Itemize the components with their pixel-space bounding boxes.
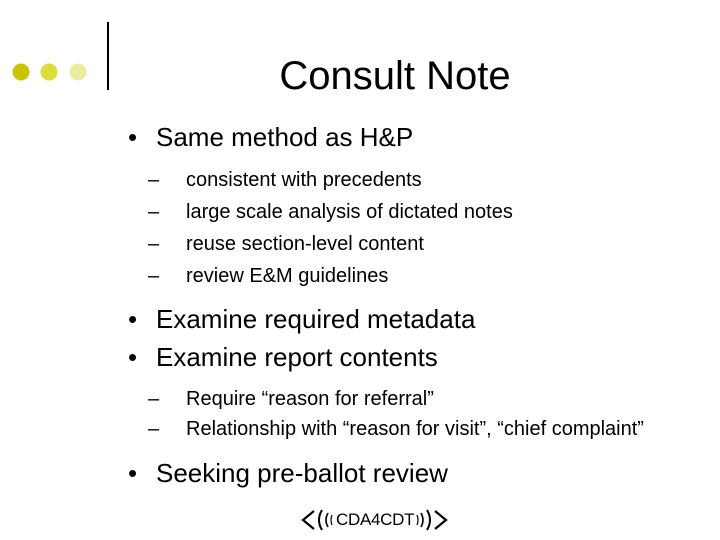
sub-bullet-marker: – bbox=[148, 388, 160, 410]
sub-bullet-text: review E&M guidelines bbox=[186, 265, 389, 287]
sub-bullet-item bbox=[128, 164, 708, 196]
dot-light-icon bbox=[70, 64, 87, 81]
bullet-marker: • bbox=[128, 122, 138, 152]
bullet-marker: • bbox=[128, 304, 138, 334]
dot-dark-icon bbox=[13, 64, 30, 81]
sub-bullet-item bbox=[128, 260, 708, 292]
bullet-text: Examine report contents bbox=[156, 342, 438, 372]
sub-bullet-item bbox=[128, 416, 686, 442]
bullet-item bbox=[128, 302, 708, 336]
sub-bullet-marker: – bbox=[148, 265, 160, 287]
bullet-item bbox=[128, 456, 708, 490]
logo-text: CDA4CDT bbox=[336, 510, 415, 529]
decorative-dots-graphic bbox=[0, 0, 130, 110]
bullet-item bbox=[128, 340, 708, 374]
sub-bullet-item bbox=[128, 228, 708, 260]
slide-title: Consult Note bbox=[279, 54, 511, 98]
sub-bullet-text: Require “reason for referral” bbox=[186, 388, 434, 410]
sub-bullet-marker: – bbox=[148, 201, 160, 223]
sub-bullet-marker: – bbox=[148, 169, 160, 191]
sub-bullet-text: reuse section-level content bbox=[186, 233, 424, 255]
sub-bullet-item bbox=[128, 196, 708, 228]
vertical-rule bbox=[107, 22, 109, 90]
bullet-item bbox=[128, 120, 708, 154]
bullet-text: Same method as H&P bbox=[156, 122, 414, 152]
bullet-text: Seeking pre-ballot review bbox=[156, 458, 448, 488]
sub-bullet-text: Relationship with “reason for visit”, “chief complaint” bbox=[186, 418, 644, 440]
dot-mid-icon bbox=[41, 64, 58, 81]
bullet-text: Examine required metadata bbox=[156, 304, 476, 334]
sub-bullet-marker: – bbox=[148, 418, 160, 440]
bullet-marker: • bbox=[128, 458, 138, 488]
sub-bullet-marker: – bbox=[148, 233, 160, 255]
sub-bullet-text: large scale analysis of dictated notes bbox=[186, 201, 513, 223]
cda4cdt-logo bbox=[300, 506, 450, 534]
sub-bullet-item bbox=[128, 386, 708, 412]
sub-bullet-text: consistent with precedents bbox=[186, 169, 422, 191]
bullet-marker: • bbox=[128, 342, 138, 372]
bullet-list bbox=[128, 120, 708, 490]
